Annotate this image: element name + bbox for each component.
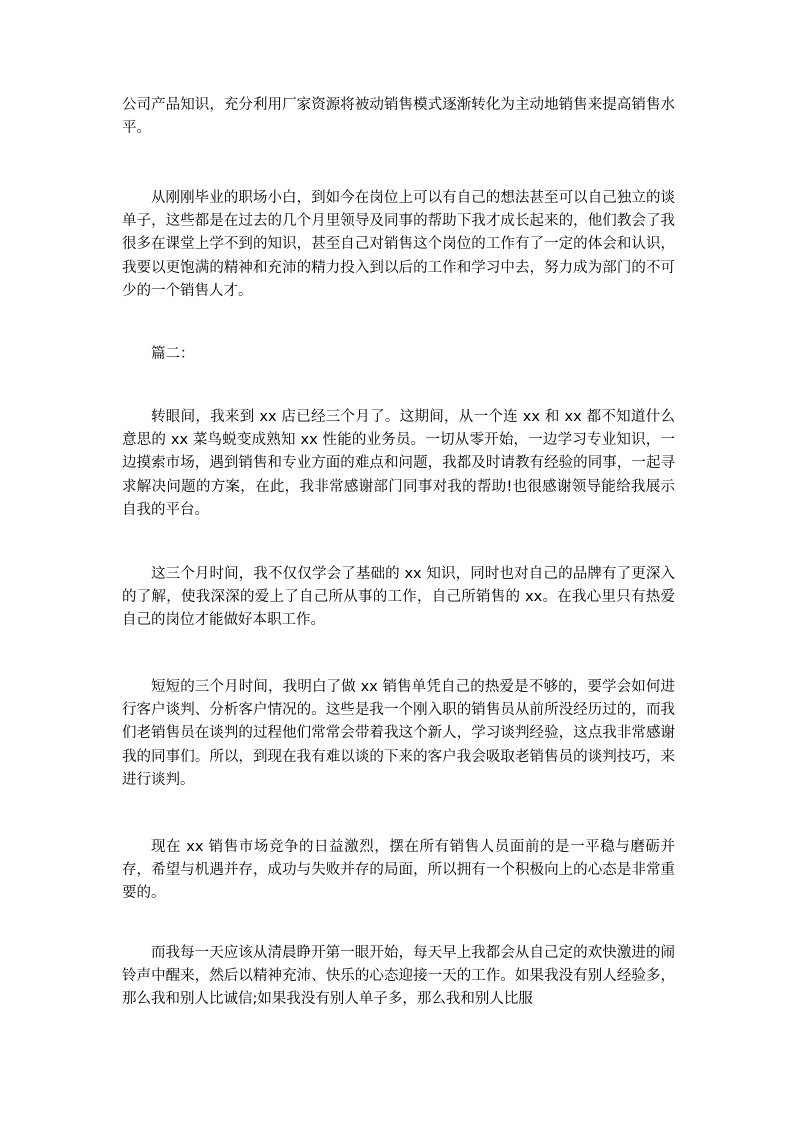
- paragraph-continuation: 公司产品知识，充分利用厂家资源将被动销售模式逐渐转化为主动地销售来提高销售水平。: [122, 97, 675, 137]
- paragraph-three-months: 转眼间，我来到 xx 店已经三个月了。这期间，从一个连 xx 和 xx 都不知道什么意思的 xx 菜鸟蜕变成熟知 xx 性能的业务员。一切从零开始，一边学习专业知识，一边摸索市场，遇到销售和专业方面的难点和问题，我都及时请教有经验的同事，一起寻求解决问题的方案，在此，我非常感谢部门同事对我的帮助!也很感谢领导能给我展示自我的平台。: [122, 409, 675, 518]
- paragraph-daily-attitude: 而我每一天应该从清晨睁开第一眼开始，每天早上我都会从自己定的欢快激进的闹铃声中醒来，然后以精神充沛、快乐的心态迎接一天的工作。如果我没有别人经验多，那么我和别人比诚信;如果我没有别人单子多，那么我和别人比服: [122, 945, 675, 1008]
- paragraph-market-competition: 现在 xx 销售市场竞争的日益激烈，摆在所有销售人员面前的是一平稳与磨砺并存，希望与机遇并存，成功与失败并存的局面，所以拥有一个积极向上的心态是非常重要的。: [122, 839, 675, 902]
- paragraph-career-growth: 从刚刚毕业的职场小白，到如今在岗位上可以有自己的想法甚至可以自己独立的谈单子，这些都是在过去的几个月里领导及同事的帮助下我才成长起来的，他们教会了我很多在课堂上学不到的知识，甚至自己对销售这个岗位的工作有了一定的体会和认识，我要以更饱满的精神和充沛的精力投入到以后的工作和学习中去，努力成为部门的不可少的一个销售人才。: [122, 190, 675, 299]
- paragraph-brand-knowledge: 这三个月时间，我不仅仅学会了基础的 xx 知识，同时也对自己的品牌有了更深入的了解，使我深深的爱上了自己所从事的工作，自己所销售的 xx。在我心里只有热爱自己的岗位才能做好本职工作。: [122, 566, 675, 629]
- section-heading-part-two: 篇二：: [151, 346, 195, 362]
- paragraph-negotiation: 短短的三个月时间，我明白了做 xx 销售单凭自己的热爱是不够的，要学会如何进行客户谈判、分析客户情况的。这些是我一个刚入职的销售员从前所没经历过的，而我们老销售员在谈判的过程他们常常会带着我这个新人，学习谈判经验，这点我非常感谢我的同事们。所以，到现在我有难以谈的下来的客户我会吸取老销售员的谈判技巧，来进行谈判。: [122, 679, 675, 788]
